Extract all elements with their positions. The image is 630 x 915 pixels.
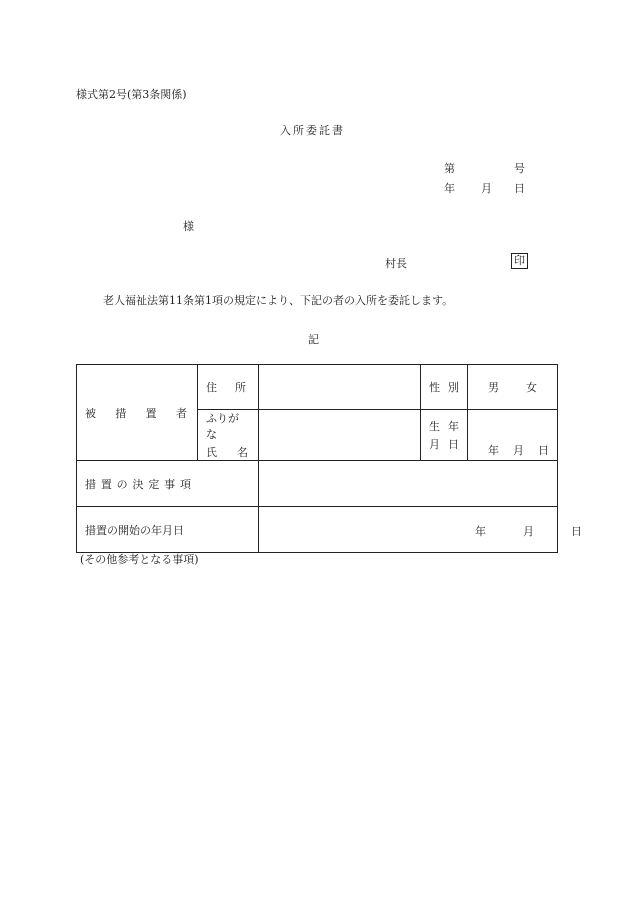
- sex-label: 性 別: [429, 381, 459, 394]
- person-header-cell: [77, 365, 198, 461]
- details-table: [76, 364, 582, 553]
- sex-option-male: 男: [488, 381, 499, 394]
- name-value-cell: [259, 410, 421, 461]
- address-label-cell: [198, 365, 259, 410]
- sex-option-female: 女: [526, 381, 537, 394]
- decision-label-cell: [77, 461, 259, 507]
- start-date-label-cell: [77, 507, 259, 553]
- start-date-value-cell: [259, 507, 582, 553]
- decision-label: 措 置 の 決 定 事 項: [85, 477, 191, 491]
- address-value-cell: [259, 365, 421, 410]
- addressee-suffix: 様: [183, 220, 194, 233]
- furigana-label: ふりがな: [206, 412, 239, 441]
- ki-heading: 記: [308, 333, 319, 346]
- seal-mark: 印: [511, 253, 528, 269]
- note-text: (その他参考となる事項): [80, 553, 199, 566]
- doc-number-suffix: 号: [514, 162, 525, 175]
- doc-number-prefix: 第: [444, 162, 455, 175]
- birth-label: 生 年 月 日: [429, 420, 459, 451]
- doc-date-year: 年: [444, 182, 455, 195]
- body-text: 老人福祉法第11条第1項の規定により、下記の者の入所を委託します。: [103, 294, 454, 307]
- birth-label-cell: [421, 410, 468, 461]
- address-label: 住 所: [206, 381, 246, 394]
- person-header: 被 措 置 者: [85, 406, 187, 420]
- name-label-cell: [198, 410, 259, 461]
- issuer-title: 村長: [385, 257, 407, 270]
- birth-date-cell: [468, 410, 558, 461]
- form-number: 様式第2号(第3条関係): [76, 88, 187, 101]
- start-date: 年 月 日: [475, 524, 582, 538]
- doc-date-month: 月: [481, 182, 492, 195]
- birth-date: 年 月 日: [488, 444, 549, 457]
- sex-options-cell: [468, 365, 558, 410]
- doc-date-day: 日: [514, 182, 525, 195]
- document-title: 入所委託書: [280, 124, 345, 137]
- sex-options: [468, 379, 557, 395]
- sex-label-cell: [421, 365, 468, 410]
- decision-value-cell: [259, 461, 558, 507]
- start-date-label: 措置の開始の年月日: [85, 523, 184, 537]
- name-label: ふりがな 氏 名: [206, 412, 248, 459]
